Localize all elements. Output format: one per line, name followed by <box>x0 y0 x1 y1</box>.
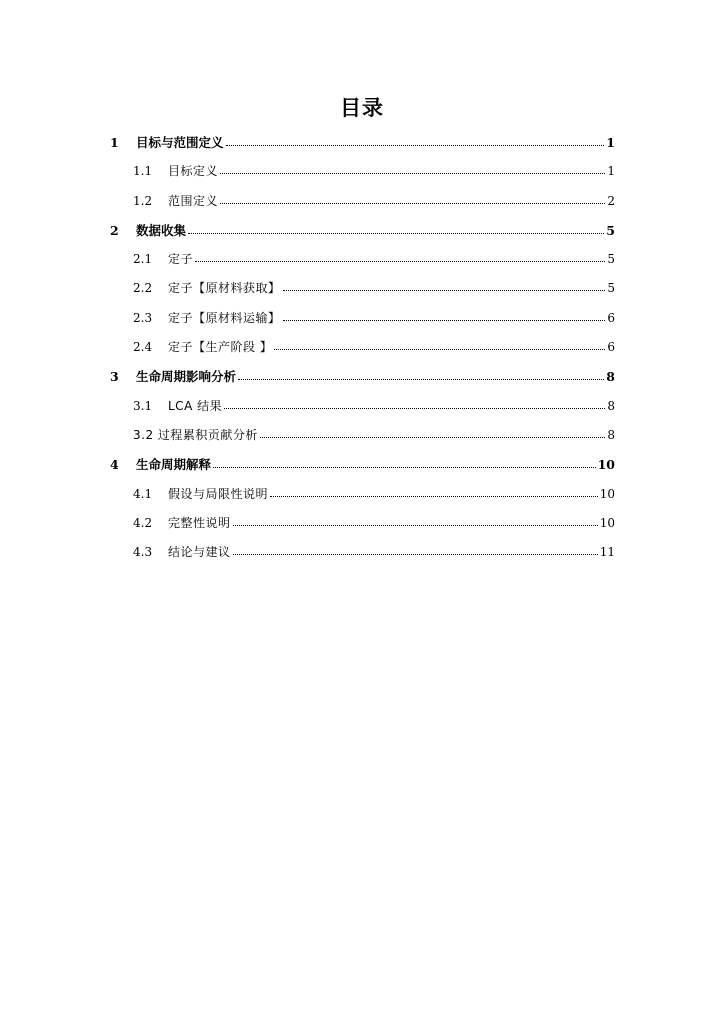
toc-entry[interactable] <box>110 362 615 391</box>
toc-entry-page: 2 <box>607 193 615 208</box>
toc-title: 目录 <box>340 96 384 120</box>
toc-entry-number: 4 <box>110 457 119 473</box>
dot-leader <box>274 339 605 351</box>
dot-leader <box>283 310 606 322</box>
toc-entry-number: 2.1 <box>133 252 153 267</box>
toc-entry-page: 11 <box>599 545 615 560</box>
toc-entry-number: 2.2 <box>133 281 153 296</box>
toc-entry[interactable] <box>110 509 615 538</box>
toc-entry-label: 定子【原材料获取】 <box>168 281 281 296</box>
toc-entry-label: 定子【生产阶段 】 <box>168 340 273 355</box>
toc-entry-number: 2.3 <box>133 310 153 325</box>
toc-entry-label: 定子【原材料运输】 <box>168 310 281 325</box>
toc-entry[interactable] <box>110 450 615 479</box>
toc-entry[interactable] <box>110 538 615 567</box>
toc-entry-number: 4.2 <box>133 515 153 530</box>
toc-entry-page: 5 <box>607 281 615 296</box>
toc-entry-page: 1 <box>606 135 615 150</box>
dot-leader <box>238 369 604 381</box>
dot-leader <box>233 515 598 527</box>
dot-leader <box>226 135 605 147</box>
toc-entry-number: 1 <box>110 135 119 150</box>
toc-entry[interactable] <box>110 187 615 216</box>
toc-entry[interactable] <box>110 392 615 421</box>
toc-entry-page: 10 <box>597 457 615 473</box>
dot-leader <box>224 398 605 410</box>
toc-entry-number: 4.1 <box>133 486 153 501</box>
toc-entry-label: 生命周期解释 <box>136 457 212 473</box>
dot-leader <box>195 251 605 263</box>
toc-entry-page: 8 <box>606 369 615 385</box>
toc-entry-page: 1 <box>607 164 615 179</box>
toc-entry-page: 5 <box>607 252 615 267</box>
toc-entry-label: 完整性说明 <box>168 515 231 530</box>
table-of-contents <box>110 128 615 567</box>
toc-entry-number: 3.1 <box>133 398 153 413</box>
toc-entry-number: 2.4 <box>133 340 153 355</box>
toc-entry-number: 4.3 <box>133 545 153 560</box>
toc-entry-label: 结论与建议 <box>168 545 231 560</box>
toc-entry-page: 10 <box>599 486 615 501</box>
dot-leader <box>188 223 604 235</box>
dot-leader <box>283 280 606 292</box>
toc-entry-label: 假设与局限性说明 <box>168 486 269 501</box>
toc-entry[interactable] <box>110 304 615 333</box>
toc-entry-page: 8 <box>607 427 615 442</box>
toc-entry-number: 2 <box>110 222 119 238</box>
toc-entry-page: 8 <box>607 398 615 413</box>
dot-leader <box>270 486 598 498</box>
toc-entry-label: 定子 <box>168 252 194 267</box>
dot-leader <box>260 427 605 439</box>
toc-entry-number: 1.2 <box>133 193 153 208</box>
toc-entry-label: 3.2 过程累积贡献分析 <box>133 427 258 442</box>
toc-entry-page: 6 <box>607 310 615 325</box>
toc-entry[interactable] <box>110 421 615 450</box>
toc-entry-label: 生命周期影响分析 <box>136 369 237 385</box>
toc-entry[interactable] <box>110 333 615 362</box>
toc-entry-number: 1.1 <box>133 164 153 179</box>
toc-entry-label: 范围定义 <box>168 193 219 208</box>
toc-entry[interactable] <box>110 157 615 186</box>
dot-leader <box>233 544 598 556</box>
toc-entry[interactable] <box>110 245 615 274</box>
toc-entry-page: 6 <box>607 340 615 355</box>
toc-entry-page: 10 <box>599 515 615 530</box>
toc-entry-label: 数据收集 <box>136 222 187 238</box>
toc-entry-label: 目标与范围定义 <box>136 135 224 150</box>
toc-entry-label: 目标定义 <box>168 164 219 179</box>
toc-entry-number: 3 <box>110 369 119 385</box>
toc-entry[interactable] <box>110 216 615 245</box>
toc-entry[interactable] <box>110 274 615 303</box>
dot-leader <box>220 163 605 175</box>
dot-leader <box>213 457 596 469</box>
toc-entry-label: LCA 结果 <box>168 398 223 413</box>
dot-leader <box>220 193 605 205</box>
toc-entry-page: 5 <box>606 222 615 238</box>
toc-entry[interactable] <box>110 480 615 509</box>
toc-entry[interactable] <box>110 128 615 157</box>
